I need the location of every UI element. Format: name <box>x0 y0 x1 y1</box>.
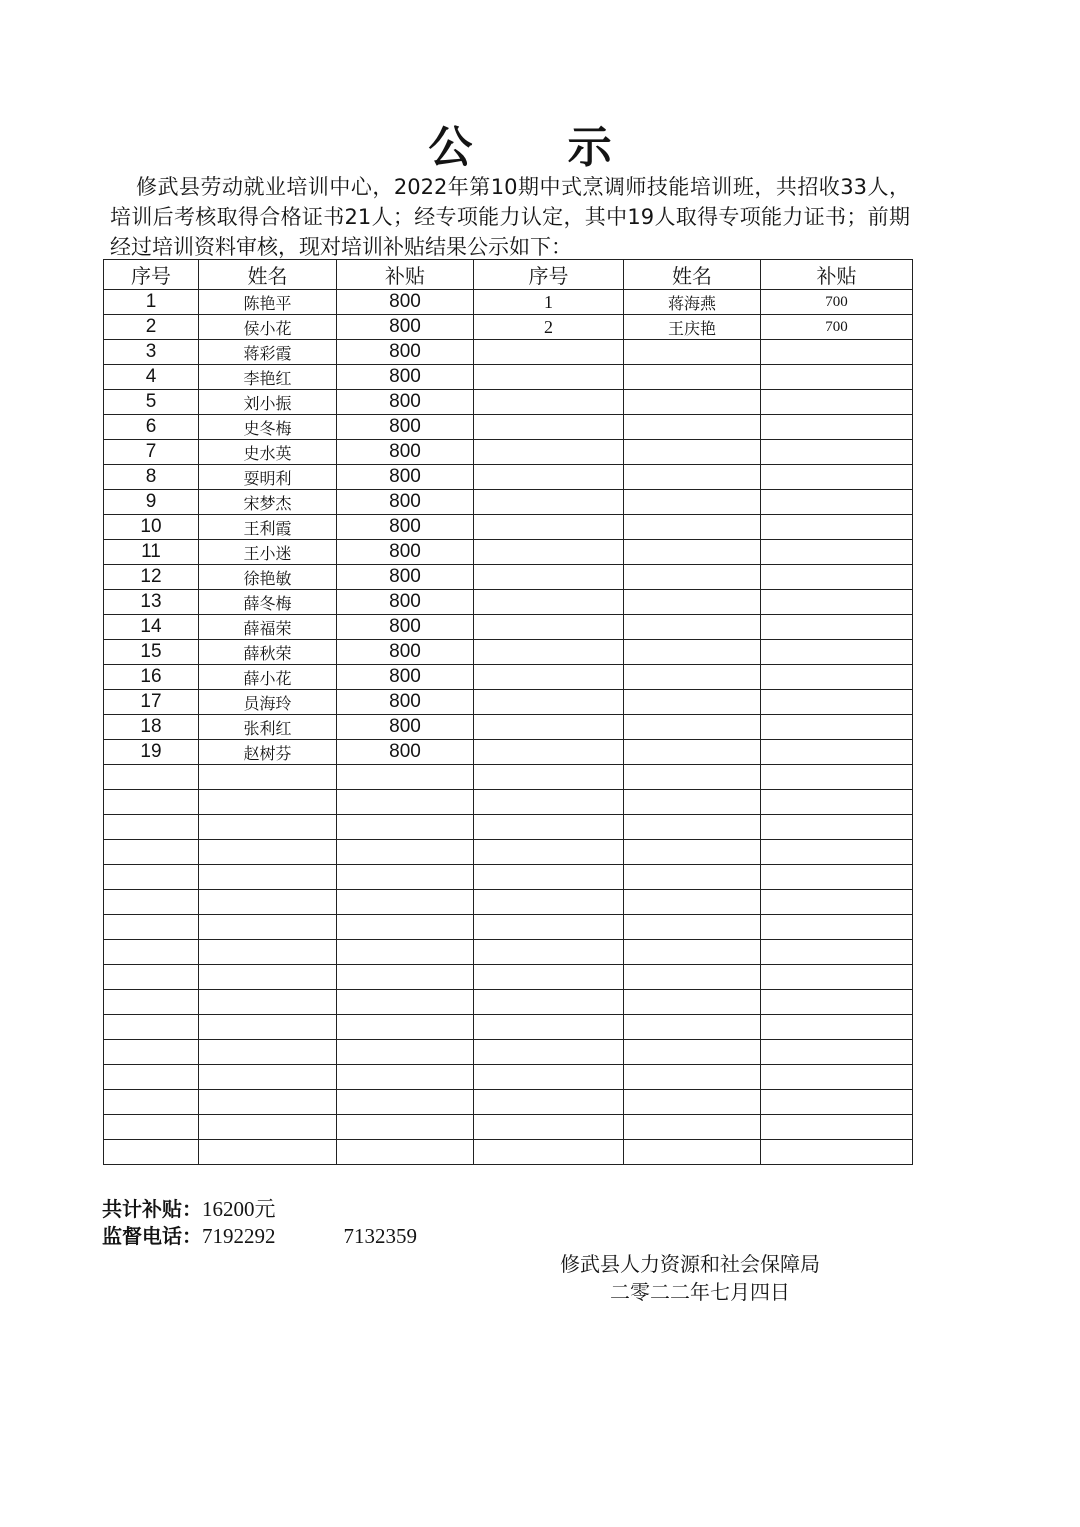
cell-no-right <box>474 365 624 390</box>
cell-amount-left: 800 <box>337 565 474 590</box>
table-body <box>104 290 913 1165</box>
cell-name-left <box>199 765 337 790</box>
cell-amount-left: 800 <box>337 615 474 640</box>
notice-intro: 修武县劳动就业培训中心，2022年第10期中式烹调师技能培训班，共招收33人，培训后考核取得合格证书21人；经专项能力认定，其中19人取得专项能力证书；前期经过培训资料审核，现对培训补贴结果公示如下： <box>110 175 910 259</box>
cell-amount-left <box>337 815 474 840</box>
cell-name-left: 王利霞 <box>199 515 337 540</box>
cell-name-right <box>624 640 761 665</box>
cell-name-left <box>199 1140 337 1165</box>
cell-name-right <box>624 840 761 865</box>
table-row <box>104 340 913 365</box>
cell-amount-left: 800 <box>337 315 474 340</box>
cell-amount-right: 700 <box>761 315 913 340</box>
table-row <box>104 940 913 965</box>
cell-name-left <box>199 940 337 965</box>
cell-amount-left: 800 <box>337 290 474 315</box>
cell-amount-right <box>761 640 913 665</box>
cell-no-left: 12 <box>104 565 199 590</box>
cell-name-left: 陈艳平 <box>199 290 337 315</box>
cell-amount-right <box>761 665 913 690</box>
supervision-phone <box>102 1220 417 1249</box>
cell-no-left <box>104 840 199 865</box>
cell-amount-right <box>761 915 913 940</box>
table-row <box>104 540 913 565</box>
table-row <box>104 590 913 615</box>
cell-name-left <box>199 890 337 915</box>
cell-no-left <box>104 1115 199 1140</box>
cell-name-right <box>624 1015 761 1040</box>
table-row <box>104 865 913 890</box>
header-no-left: 序号 <box>104 260 199 290</box>
cell-name-right <box>624 690 761 715</box>
cell-name-right <box>624 990 761 1015</box>
cell-amount-left <box>337 840 474 865</box>
cell-amount-left <box>337 865 474 890</box>
cell-amount-left: 800 <box>337 390 474 415</box>
cell-name-right <box>624 565 761 590</box>
cell-amount-right <box>761 1040 913 1065</box>
cell-name-right <box>624 340 761 365</box>
cell-no-right <box>474 815 624 840</box>
cell-amount-left <box>337 1115 474 1140</box>
cell-amount-right: 700 <box>761 290 913 315</box>
cell-no-left <box>104 790 199 815</box>
cell-amount-right <box>761 840 913 865</box>
cell-name-left <box>199 1040 337 1065</box>
cell-name-left <box>199 965 337 990</box>
cell-no-left <box>104 1040 199 1065</box>
table-row <box>104 765 913 790</box>
table-row <box>104 915 913 940</box>
cell-name-left: 刘小振 <box>199 390 337 415</box>
cell-name-left <box>199 865 337 890</box>
table-row <box>104 415 913 440</box>
header-amount-left: 补贴 <box>337 260 474 290</box>
cell-amount-left <box>337 1040 474 1065</box>
cell-name-left: 徐艳敏 <box>199 565 337 590</box>
cell-amount-right <box>761 765 913 790</box>
cell-name-left: 蒋彩霞 <box>199 340 337 365</box>
cell-name-left: 员海玲 <box>199 690 337 715</box>
cell-amount-right <box>761 940 913 965</box>
cell-amount-right <box>761 865 913 890</box>
cell-no-right <box>474 1015 624 1040</box>
cell-name-left <box>199 790 337 815</box>
table-row <box>104 665 913 690</box>
cell-amount-right <box>761 615 913 640</box>
cell-name-left <box>199 915 337 940</box>
cell-no-left: 10 <box>104 515 199 540</box>
cell-name-right <box>624 815 761 840</box>
phone-label: 监督电话： <box>102 1224 202 1248</box>
table-row <box>104 1040 913 1065</box>
cell-amount-right <box>761 365 913 390</box>
cell-no-right <box>474 415 624 440</box>
cell-name-right <box>624 865 761 890</box>
table-row <box>104 565 913 590</box>
table-row <box>104 490 913 515</box>
cell-name-right <box>624 365 761 390</box>
cell-amount-left: 800 <box>337 665 474 690</box>
cell-name-right <box>624 790 761 815</box>
cell-name-right <box>624 715 761 740</box>
cell-name-right <box>624 490 761 515</box>
cell-amount-left <box>337 1090 474 1115</box>
cell-no-right <box>474 965 624 990</box>
cell-no-right <box>474 515 624 540</box>
cell-name-right <box>624 1115 761 1140</box>
table-header-row <box>104 260 913 290</box>
table-row <box>104 790 913 815</box>
cell-name-right <box>624 965 761 990</box>
total-subsidy <box>102 1193 276 1223</box>
cell-no-right <box>474 340 624 365</box>
cell-name-left: 侯小花 <box>199 315 337 340</box>
cell-amount-left <box>337 1140 474 1165</box>
cell-no-left <box>104 890 199 915</box>
notice-title: 公 示 <box>428 122 652 173</box>
cell-amount-left: 800 <box>337 515 474 540</box>
cell-no-left <box>104 765 199 790</box>
table-row <box>104 290 913 315</box>
cell-no-left: 3 <box>104 340 199 365</box>
cell-amount-left: 800 <box>337 415 474 440</box>
cell-amount-right <box>761 965 913 990</box>
cell-no-right <box>474 915 624 940</box>
cell-no-right <box>474 765 624 790</box>
cell-amount-right <box>761 790 913 815</box>
cell-amount-left: 800 <box>337 715 474 740</box>
cell-name-right <box>624 665 761 690</box>
cell-no-right <box>474 865 624 890</box>
cell-name-right <box>624 940 761 965</box>
cell-no-right <box>474 1040 624 1065</box>
cell-amount-left: 800 <box>337 365 474 390</box>
cell-no-right <box>474 740 624 765</box>
issue-date: 二零二二年七月四日 <box>610 1280 790 1304</box>
cell-no-left: 1 <box>104 290 199 315</box>
cell-name-right <box>624 740 761 765</box>
cell-no-right <box>474 465 624 490</box>
cell-no-left: 9 <box>104 490 199 515</box>
cell-amount-left <box>337 890 474 915</box>
cell-amount-right <box>761 565 913 590</box>
cell-amount-left <box>337 940 474 965</box>
cell-name-left <box>199 1065 337 1090</box>
phone-number-1: 7192292 <box>202 1224 276 1248</box>
cell-no-right <box>474 890 624 915</box>
cell-no-left: 13 <box>104 590 199 615</box>
table-row <box>104 390 913 415</box>
cell-amount-left <box>337 965 474 990</box>
cell-amount-right <box>761 440 913 465</box>
cell-name-right <box>624 415 761 440</box>
table-row <box>104 640 913 665</box>
cell-name-right <box>624 1065 761 1090</box>
cell-no-left: 5 <box>104 390 199 415</box>
cell-no-left: 17 <box>104 690 199 715</box>
cell-amount-right <box>761 490 913 515</box>
subsidy-table <box>103 259 913 1165</box>
cell-name-left <box>199 1090 337 1115</box>
cell-no-right <box>474 440 624 465</box>
cell-amount-left: 800 <box>337 640 474 665</box>
table-row <box>104 515 913 540</box>
table-row <box>104 365 913 390</box>
cell-name-right <box>624 390 761 415</box>
cell-name-left: 王小迷 <box>199 540 337 565</box>
cell-name-left: 史冬梅 <box>199 415 337 440</box>
cell-amount-right <box>761 1015 913 1040</box>
cell-name-left: 薛秋荣 <box>199 640 337 665</box>
total-label: 共计补贴： <box>102 1197 202 1221</box>
table-row <box>104 965 913 990</box>
cell-no-right <box>474 1090 624 1115</box>
table-row <box>104 715 913 740</box>
cell-name-right <box>624 915 761 940</box>
phone-number-2: 7132359 <box>343 1224 417 1248</box>
cell-no-left: 14 <box>104 615 199 640</box>
cell-no-left: 16 <box>104 665 199 690</box>
cell-amount-left: 800 <box>337 540 474 565</box>
cell-amount-left: 800 <box>337 465 474 490</box>
cell-name-right <box>624 615 761 640</box>
header-amount-right: 补贴 <box>761 260 913 290</box>
cell-no-left: 18 <box>104 715 199 740</box>
cell-no-right <box>474 1115 624 1140</box>
cell-no-right: 2 <box>474 315 624 340</box>
cell-name-right <box>624 515 761 540</box>
table-row <box>104 1115 913 1140</box>
cell-no-right <box>474 1065 624 1090</box>
cell-name-left: 薛冬梅 <box>199 590 337 615</box>
cell-no-left <box>104 1015 199 1040</box>
header-no-right: 序号 <box>474 260 624 290</box>
cell-amount-left: 800 <box>337 740 474 765</box>
table-row <box>104 690 913 715</box>
cell-name-right <box>624 1040 761 1065</box>
cell-name-left: 张利红 <box>199 715 337 740</box>
total-value: 16200元 <box>202 1197 276 1221</box>
cell-name-right <box>624 590 761 615</box>
cell-name-left <box>199 990 337 1015</box>
cell-no-right <box>474 690 624 715</box>
cell-name-right: 蒋海燕 <box>624 290 761 315</box>
cell-no-right: 1 <box>474 290 624 315</box>
cell-amount-right <box>761 815 913 840</box>
cell-name-left: 薛福荣 <box>199 615 337 640</box>
cell-amount-right <box>761 515 913 540</box>
cell-name-left <box>199 1015 337 1040</box>
table-row <box>104 990 913 1015</box>
cell-name-left <box>199 840 337 865</box>
cell-no-right <box>474 715 624 740</box>
table-row <box>104 815 913 840</box>
cell-amount-left: 800 <box>337 590 474 615</box>
table-row <box>104 890 913 915</box>
cell-name-left: 史水英 <box>199 440 337 465</box>
cell-name-right <box>624 1090 761 1115</box>
cell-amount-left: 800 <box>337 340 474 365</box>
cell-no-right <box>474 615 624 640</box>
cell-no-right <box>474 390 624 415</box>
cell-amount-left <box>337 915 474 940</box>
cell-no-right <box>474 840 624 865</box>
cell-no-left <box>104 915 199 940</box>
cell-name-left <box>199 815 337 840</box>
cell-amount-left: 800 <box>337 490 474 515</box>
cell-name-right: 王庆艳 <box>624 315 761 340</box>
cell-amount-left: 800 <box>337 440 474 465</box>
table-row <box>104 1015 913 1040</box>
table-row <box>104 440 913 465</box>
cell-amount-left: 800 <box>337 690 474 715</box>
cell-amount-right <box>761 415 913 440</box>
cell-amount-right <box>761 590 913 615</box>
table-row <box>104 315 913 340</box>
cell-no-left <box>104 1065 199 1090</box>
cell-name-right <box>624 765 761 790</box>
cell-no-right <box>474 940 624 965</box>
cell-name-left: 李艳红 <box>199 365 337 390</box>
cell-amount-right <box>761 715 913 740</box>
cell-amount-left <box>337 990 474 1015</box>
cell-amount-right <box>761 740 913 765</box>
cell-no-left: 8 <box>104 465 199 490</box>
cell-no-right <box>474 640 624 665</box>
table-row <box>104 615 913 640</box>
cell-amount-left <box>337 765 474 790</box>
cell-amount-right <box>761 465 913 490</box>
table-row <box>104 1140 913 1165</box>
cell-amount-left <box>337 790 474 815</box>
cell-amount-left <box>337 1015 474 1040</box>
cell-amount-right <box>761 1065 913 1090</box>
cell-amount-right <box>761 890 913 915</box>
cell-no-left <box>104 1090 199 1115</box>
cell-name-left: 赵树芬 <box>199 740 337 765</box>
table-row <box>104 465 913 490</box>
cell-amount-right <box>761 1140 913 1165</box>
cell-name-right <box>624 890 761 915</box>
cell-no-right <box>474 1140 624 1165</box>
cell-amount-right <box>761 540 913 565</box>
cell-name-left <box>199 1115 337 1140</box>
cell-amount-right <box>761 1115 913 1140</box>
table-row <box>104 1090 913 1115</box>
table-row <box>104 1065 913 1090</box>
cell-no-left: 6 <box>104 415 199 440</box>
cell-no-left: 15 <box>104 640 199 665</box>
cell-amount-right <box>761 990 913 1015</box>
cell-no-left: 11 <box>104 540 199 565</box>
cell-amount-right <box>761 340 913 365</box>
cell-no-left <box>104 1140 199 1165</box>
cell-no-right <box>474 490 624 515</box>
cell-amount-right <box>761 1090 913 1115</box>
header-name-right: 姓名 <box>624 260 761 290</box>
cell-no-right <box>474 540 624 565</box>
cell-no-right <box>474 590 624 615</box>
cell-name-right <box>624 440 761 465</box>
cell-name-left: 薛小花 <box>199 665 337 690</box>
table-row <box>104 740 913 765</box>
cell-name-left: 耍明利 <box>199 465 337 490</box>
cell-no-left: 4 <box>104 365 199 390</box>
cell-no-left <box>104 965 199 990</box>
cell-amount-right <box>761 690 913 715</box>
cell-name-right <box>624 465 761 490</box>
cell-no-right <box>474 790 624 815</box>
cell-no-right <box>474 990 624 1015</box>
cell-amount-left <box>337 1065 474 1090</box>
cell-no-left <box>104 990 199 1015</box>
cell-no-left <box>104 865 199 890</box>
header-name-left: 姓名 <box>199 260 337 290</box>
cell-no-left: 19 <box>104 740 199 765</box>
cell-name-right <box>624 1140 761 1165</box>
cell-no-right <box>474 565 624 590</box>
cell-name-right <box>624 540 761 565</box>
cell-no-left <box>104 940 199 965</box>
cell-no-left <box>104 815 199 840</box>
cell-name-left: 宋梦杰 <box>199 490 337 515</box>
issuer-name: 修武县人力资源和社会保障局 <box>560 1252 820 1276</box>
cell-no-left: 7 <box>104 440 199 465</box>
cell-no-left: 2 <box>104 315 199 340</box>
table-row <box>104 840 913 865</box>
cell-amount-right <box>761 390 913 415</box>
cell-no-right <box>474 665 624 690</box>
